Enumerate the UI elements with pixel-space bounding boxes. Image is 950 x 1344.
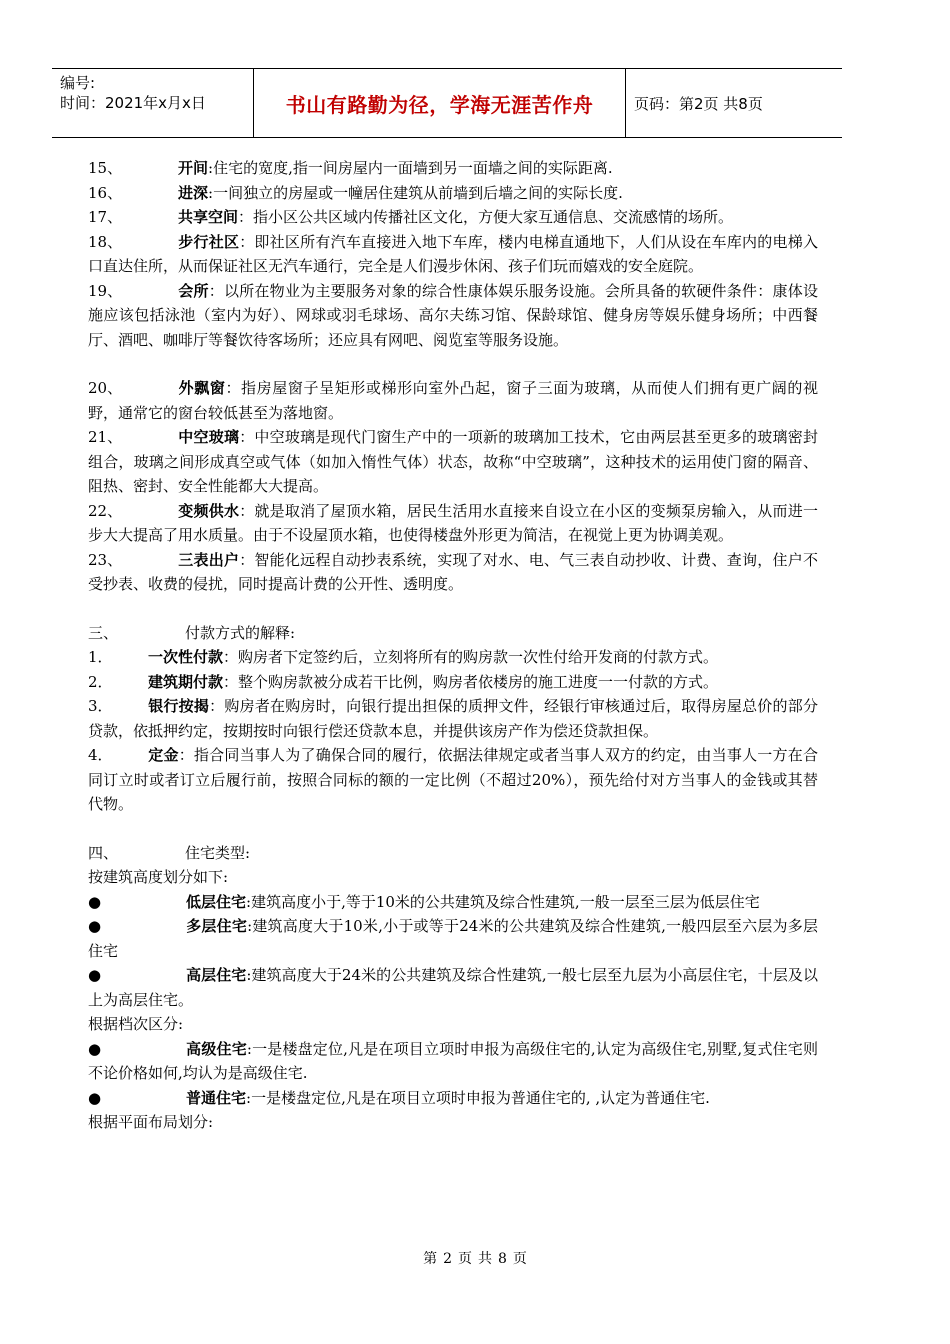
bullet-icon: ● — [88, 966, 102, 984]
item-term: 定金 — [148, 746, 179, 764]
item-term: 进深 — [178, 183, 209, 202]
spacer — [88, 817, 818, 841]
item-term: 高层住宅 — [186, 966, 247, 984]
footer-current-page: 2 — [443, 1251, 452, 1267]
item-term: 普通住宅 — [186, 1088, 247, 1107]
item-term: 银行按揭 — [148, 697, 210, 715]
bullet-icon: ● — [88, 1039, 102, 1058]
item-number: 2． — [88, 672, 113, 691]
item-number: 20、 — [88, 379, 123, 397]
item-number: 3． — [88, 697, 113, 715]
subheading: 根据平面布局划分: — [88, 1113, 214, 1131]
item-number: 21、 — [88, 428, 123, 446]
definition-item — [88, 279, 818, 353]
definition-item — [88, 156, 818, 181]
housing-type-item — [88, 1086, 818, 1111]
item-number: 18、 — [88, 232, 123, 251]
housing-type-item — [88, 914, 818, 963]
spacer — [88, 352, 818, 376]
footer-di: 第 — [423, 1251, 438, 1267]
footer-page-word-2: 页 — [512, 1251, 527, 1267]
document-body — [88, 156, 818, 1135]
item-term: 低层住宅 — [186, 892, 247, 911]
item-text: ：指房屋窗子呈矩形或梯形向室外凸起，窗子三面为玻璃，从而使人们拥有更广阔的视野，通常它的窗台较低甚至为落地窗。 — [88, 379, 818, 422]
definition-item — [88, 376, 818, 425]
item-term: 开间 — [178, 159, 209, 177]
definition-item — [88, 181, 818, 206]
item-term: 外飘窗 — [178, 379, 226, 397]
bullet-icon: ● — [88, 1088, 102, 1107]
item-text: :住宅的宽度,指一间房屋内一面墙到另一面墙之间的实际距离. — [208, 159, 613, 177]
item-text: ：指合同当事人为了确保合同的履行，依据法律规定或者当事人双方的约定，由当事人一方在合同订立时或者订立后履行前，按照合同标的额的一定比例（不超过20%），预先给付对方当事人的金钱或其替代物。 — [88, 746, 818, 813]
item-term: 变频供水 — [178, 501, 240, 520]
item-number: 22、 — [88, 501, 123, 520]
item-text: ：中空玻璃是现代门窗生产中的一项新的玻璃加工技术，它由两层甚至更多的玻璃密封组合，玻璃之间形成真空或气体（如加入惰性气体）状态，故称“中空玻璃”，这种技术的运用使门窗的隔音、阻热、密封、安全性能都大大提高。 — [88, 428, 818, 495]
section-title: 住宅类型: — [185, 843, 251, 862]
section-number: 四、 — [88, 843, 119, 862]
definition-item — [88, 548, 818, 597]
item-text: :一是楼盘定位,凡是在项目立项时申报为普通住宅的, ,认定为普通住宅. — [246, 1088, 710, 1107]
item-number: 23、 — [88, 550, 123, 569]
subheading: 按建筑高度划分如下: — [88, 868, 229, 886]
item-term: 中空玻璃 — [178, 428, 240, 446]
definition-item — [88, 230, 818, 279]
header-divider — [625, 69, 626, 137]
item-term: 多层住宅 — [186, 917, 248, 935]
item-text: ：即社区所有汽车直接进入地下车库，楼内电梯直通地下，人们从设在车库内的电梯入口直达住所，从而保证社区无汽车通行，完全是人们漫步休闲、孩子们玩而嬉戏的安全庭院。 — [88, 232, 818, 275]
item-text: ：购房者在购房时，向银行提出担保的质押文件，经银行审核通过后，取得房屋总价的部分贷款，依抵押约定，按期按时向银行偿还贷款本息，并提供该房产作为偿还贷款担保。 — [88, 697, 818, 740]
item-number: 16、 — [88, 183, 123, 202]
item-text: :建筑高度小于,等于10米的公共建筑及综合性建筑,一般一层至三层为低层住宅 — [246, 892, 760, 911]
section-heading — [88, 841, 818, 866]
item-term: 一次性付款 — [148, 648, 224, 666]
document-date: 时间：2021年x月x日 — [60, 94, 206, 112]
item-text: ：整个购房款被分成若干比例，购房者依楼房的施工进度一一付款的方式。 — [223, 672, 719, 691]
item-term: 高级住宅 — [186, 1039, 247, 1058]
item-text: ：以所在物业为主要服务对象的综合性康体娱乐服务设施。会所具备的软硬件条件：康体设施应该包括泳池（室内为好）、网球或羽毛球场、高尔夫练习馆、保龄球馆、健身房等娱乐健身场所；中西餐厅、酒吧、咖啡厅等餐饮待客场所；还应具有网吧、阅览室等服务设施。 — [88, 281, 818, 349]
housing-type-item — [88, 963, 818, 1012]
item-text: :建筑高度大于24米的公共建筑及综合性建筑,一般七层至九层为小高层住宅，十层及以上为高层住宅。 — [88, 966, 818, 1009]
subheading: 根据档次区分: — [88, 1015, 184, 1033]
header-motto: 书山有路勤为径，学海无涯苦作舟 — [285, 92, 594, 117]
item-text: :建筑高度大于10米,小于或等于24米的公共建筑及综合性建筑,一般四层至六层为多层住宅 — [88, 917, 818, 960]
payment-item — [88, 670, 818, 695]
payment-item — [88, 645, 818, 670]
item-text: :一是楼盘定位,凡是在项目立项时申报为高级住宅的,认定为高级住宅,别墅,复式住宅则不论价格如何,均认为是高级住宅. — [88, 1039, 818, 1082]
item-text: ：就是取消了屋顶水箱，居民生活用水直接来自设立在小区的变频泵房输入，从而进一步大大提高了用水质量。由于不设屋顶水箱，也使得楼盘外形更为简洁，在视觉上更为协调美观。 — [88, 501, 818, 544]
section-title: 付款方式的解释: — [185, 623, 296, 642]
header-page-info: 页码：第2页 共8页 — [634, 94, 763, 113]
payment-item — [88, 694, 818, 743]
document-number-label: 编号: — [60, 74, 96, 92]
item-term: 会所 — [178, 281, 209, 300]
section-number: 三、 — [88, 623, 119, 642]
definition-item — [88, 425, 818, 499]
bullet-icon: ● — [88, 917, 102, 935]
document-header — [52, 68, 842, 138]
header-meta — [60, 73, 250, 113]
item-text: ：购房者下定签约后，立刻将所有的购房款一次性付给开发商的付款方式。 — [223, 648, 719, 666]
definition-item — [88, 499, 818, 548]
item-number: 4． — [88, 746, 113, 764]
item-text: ：智能化远程自动抄表系统，实现了对水、电、气三表自动抄收、计费、查询，住户不受抄表、收费的侵扰，同时提高计费的公开性、透明度。 — [88, 550, 818, 593]
item-text: :一间独立的房屋或一幢居住建筑从前墙到后墙之间的实际长度. — [208, 183, 623, 202]
footer-total-pages: 8 — [498, 1251, 507, 1267]
item-term: 共享空间 — [178, 208, 239, 226]
page-footer — [0, 1248, 950, 1268]
footer-gong: 共 — [478, 1251, 492, 1267]
bullet-icon: ● — [88, 892, 102, 911]
item-text: ：指小区公共区域内传播社区文化，方便大家互通信息、交流感情的场所。 — [238, 208, 734, 226]
item-number: 15、 — [88, 159, 123, 177]
section-heading — [88, 621, 818, 646]
item-term: 步行社区 — [178, 232, 240, 251]
item-number: 1． — [88, 648, 113, 666]
definition-item — [88, 205, 818, 230]
housing-type-item — [88, 1037, 818, 1086]
item-number: 17、 — [88, 208, 123, 226]
item-number: 19、 — [88, 281, 123, 300]
item-term: 三表出户 — [178, 550, 240, 569]
payment-item — [88, 743, 818, 817]
housing-type-item — [88, 890, 818, 915]
footer-page-word: 页 — [458, 1251, 472, 1267]
item-term: 建筑期付款 — [148, 672, 224, 691]
spacer — [88, 597, 818, 621]
